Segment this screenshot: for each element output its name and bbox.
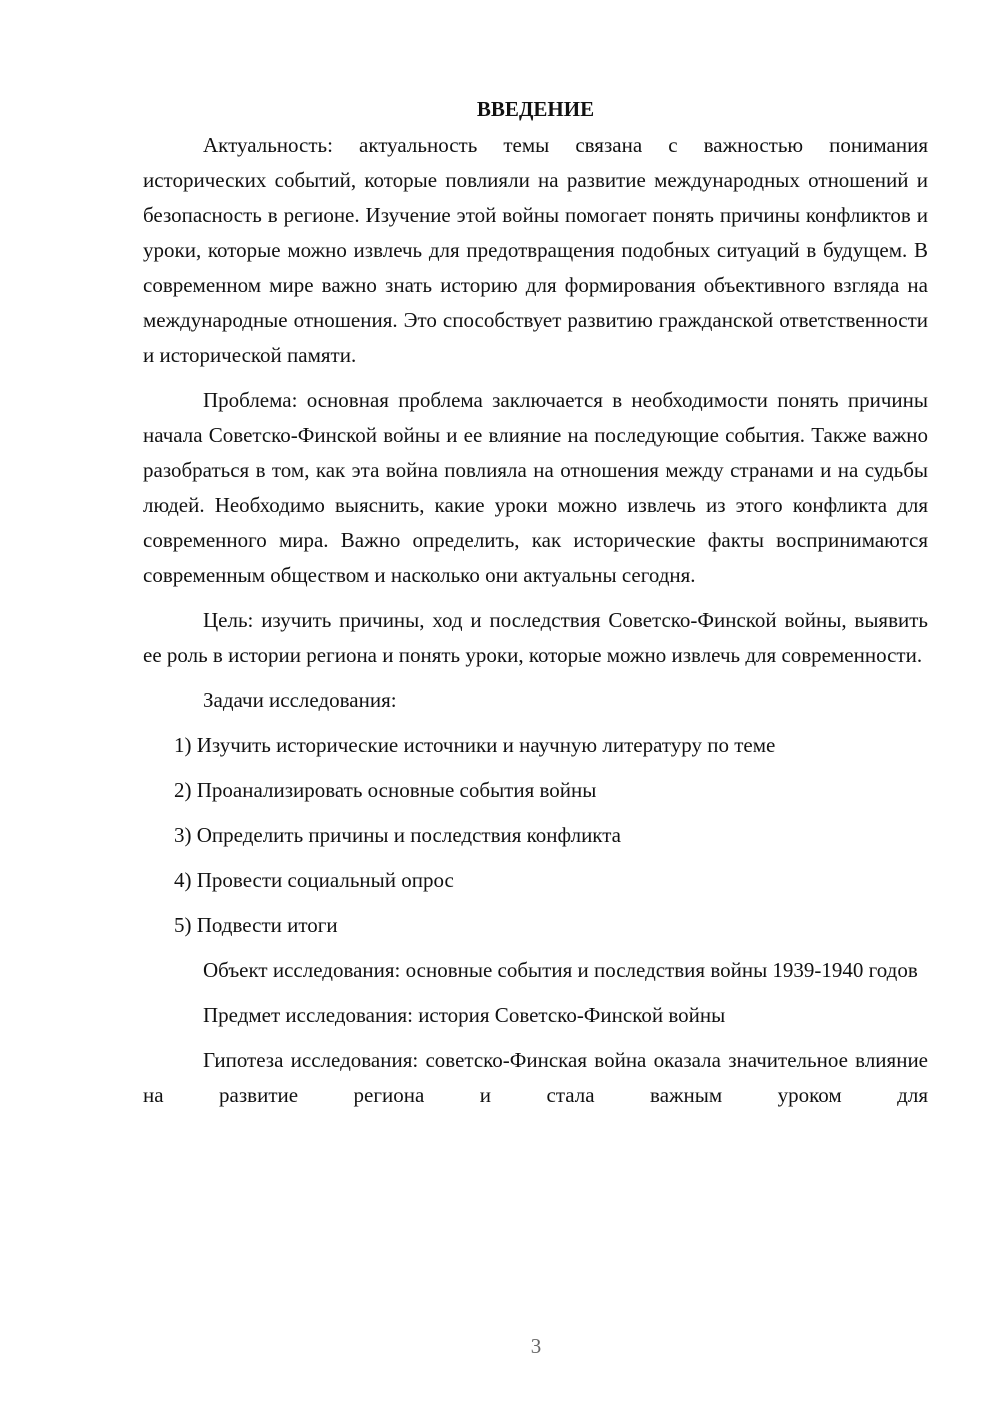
list-item: 1) Изучить исторические источники и научную литературу по теме bbox=[174, 733, 776, 757]
list-item: 5) Подвести итоги bbox=[174, 913, 338, 937]
tasks-heading: Задачи исследования: bbox=[203, 688, 397, 712]
tasks-list bbox=[143, 728, 928, 943]
page-title: ВВЕДЕНИЕ bbox=[476, 97, 595, 121]
relevance-paragraph: Актуальность: актуальность темы связана с важностью понимания исторических событий, которые повлияли на развитие международных отношений и безопасность в регионе. Изучение этой войны помогает понять причины конфликтов и уроки, которые можно извлечь для предотвращения подобных ситуаций в будущем. В современном мире важно знать историю для формирования объективного взгляда на международные отношения. Это способствует развитию гражданской ответственности и исторической памяти. bbox=[143, 133, 928, 367]
goal-paragraph: Цель: изучить причины, ход и последствия Советско-Финской войны, выявить ее роль в истории региона и понять уроки, которые можно извлечь для современности. bbox=[143, 608, 928, 667]
subject-paragraph: Предмет исследования: история Советско-Финской войны bbox=[203, 1003, 726, 1027]
hypothesis-paragraph: Гипотеза исследования: советско-Финская война оказала значительное влияние на развитие региона и стала важным уроком для bbox=[143, 1048, 928, 1107]
problem-paragraph: Проблема: основная проблема заключается в необходимости понять причины начала Советско-Финской войны и ее влияние на последующие события. Также важно разобраться в том, как эта война повлияла на отношения между странами и на судьбы людей. Необходимо выяснить, какие уроки можно извлечь из этого конфликта для современного мира. Важно определить, как исторические факты воспринимаются современным обществом и насколько они актуальны сегодня. bbox=[143, 388, 928, 587]
list-item: 4) Провести социальный опрос bbox=[174, 868, 454, 892]
object-paragraph: Объект исследования: основные события и последствия войны 1939-1940 годов bbox=[203, 958, 918, 982]
list-item: 2) Проанализировать основные события войны bbox=[174, 778, 597, 802]
list-item: 3) Определить причины и последствия конфликта bbox=[174, 823, 621, 847]
page-number: 3 bbox=[530, 1334, 542, 1358]
document-page bbox=[143, 92, 928, 1123]
